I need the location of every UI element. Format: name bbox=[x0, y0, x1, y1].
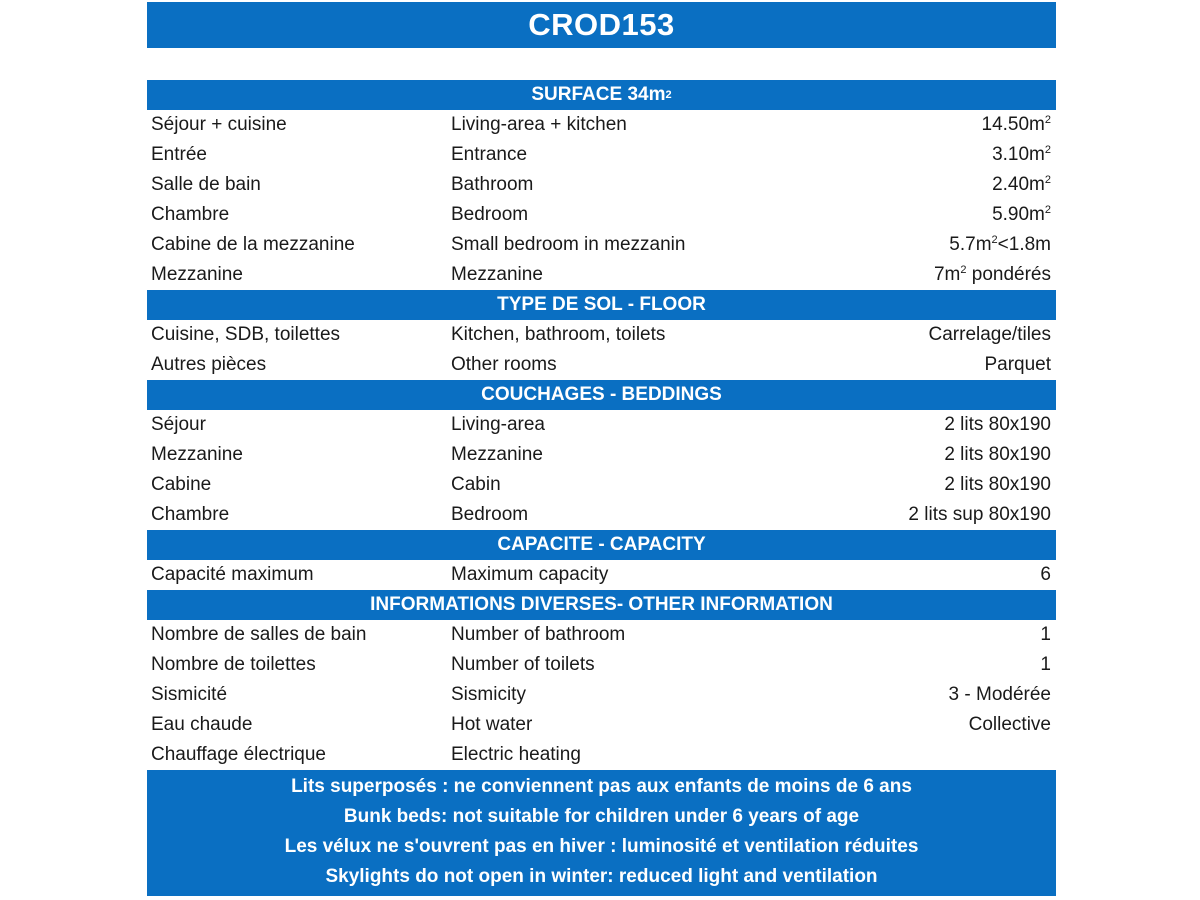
label-fr: Chambre bbox=[151, 204, 230, 225]
label-fr: Cuisine, SDB, toilettes bbox=[151, 324, 341, 345]
section-surface bbox=[147, 80, 1056, 290]
label-fr: Sismicité bbox=[151, 684, 228, 705]
label-fr: Nombre de salles de bain bbox=[151, 624, 367, 645]
row-value: Parquet bbox=[984, 354, 1051, 375]
section-beddings bbox=[147, 380, 1056, 530]
footer-note: Skylights do not open in winter: reduced light and ventilation bbox=[325, 866, 878, 887]
footer-note: Les vélux ne s'ouvrent pas en hiver : luminosité et ventilation réduites bbox=[284, 836, 919, 857]
table-row bbox=[147, 110, 1056, 140]
row-value: 3 - Modérée bbox=[948, 684, 1051, 705]
label-en: Number of bathroom bbox=[451, 624, 626, 645]
row-value: Carrelage/tiles bbox=[928, 324, 1051, 345]
section-header: INFORMATIONS DIVERSES- OTHER INFORMATION bbox=[147, 590, 1056, 620]
row-value: 1 bbox=[1040, 654, 1051, 675]
table-row bbox=[147, 500, 1056, 530]
label-fr: Séjour bbox=[151, 414, 206, 435]
section-capacity bbox=[147, 530, 1056, 590]
section-floor bbox=[147, 290, 1056, 380]
table-row bbox=[147, 740, 1056, 770]
label-en: Small bedroom in mezzanin bbox=[451, 234, 686, 255]
table-row bbox=[147, 140, 1056, 170]
label-fr: Chambre bbox=[151, 504, 230, 525]
row-value: 2 lits 80x190 bbox=[944, 444, 1051, 465]
label-fr: Autres pièces bbox=[151, 354, 267, 375]
section-header: COUCHAGES - BEDDINGS bbox=[147, 380, 1056, 410]
label-fr: Eau chaude bbox=[151, 714, 253, 735]
table-row bbox=[147, 560, 1056, 590]
label-en: Entrance bbox=[451, 144, 528, 165]
label-fr: Chauffage électrique bbox=[151, 744, 326, 765]
row-value: 2 lits 80x190 bbox=[944, 414, 1051, 435]
label-fr: Capacité maximum bbox=[151, 564, 314, 585]
row-value: $2.40m^2$ bbox=[992, 174, 1051, 195]
label-en: Living-area + kitchen bbox=[451, 114, 627, 135]
label-en: Mezzanine bbox=[451, 444, 543, 465]
label-fr: Séjour + cuisine bbox=[151, 114, 287, 135]
label-en: Other rooms bbox=[451, 354, 557, 375]
table-row bbox=[147, 680, 1056, 710]
label-en: Bathroom bbox=[451, 174, 534, 195]
table-row bbox=[147, 320, 1056, 350]
footer-note: Bunk beds: not suitable for children under 6 years of age bbox=[343, 806, 860, 827]
label-en: Bedroom bbox=[451, 204, 529, 225]
label-en: Mezzanine bbox=[451, 264, 543, 285]
label-fr: Salle de bain bbox=[151, 174, 261, 195]
label-en: Bedroom bbox=[451, 504, 529, 525]
label-fr: Entrée bbox=[151, 144, 207, 165]
label-en: Kitchen, bathroom, toilets bbox=[451, 324, 666, 345]
table-row bbox=[147, 650, 1056, 680]
label-fr: Nombre de toilettes bbox=[151, 654, 316, 675]
section-header: TYPE DE SOL - FLOOR bbox=[147, 290, 1056, 320]
property-title: CROD153 bbox=[147, 2, 1056, 48]
label-en: Sismicity bbox=[451, 684, 526, 705]
table-row bbox=[147, 170, 1056, 200]
property-table bbox=[147, 80, 1056, 896]
table-row bbox=[147, 260, 1056, 290]
footer-note: Lits superposés : ne conviennent pas aux enfants de moins de 6 ans bbox=[291, 776, 912, 797]
table-row bbox=[147, 710, 1056, 740]
row-value: $14.50m^2$ bbox=[981, 114, 1051, 135]
section-other-information bbox=[147, 590, 1056, 770]
table-row bbox=[147, 410, 1056, 440]
label-en: Living-area bbox=[451, 414, 545, 435]
row-value: $7m^2$ pondérés bbox=[933, 264, 1051, 285]
row-value: $3.10m^2$ bbox=[992, 144, 1051, 165]
row-value: $5.90m^2$ bbox=[992, 204, 1051, 225]
label-fr: Mezzanine bbox=[151, 444, 243, 465]
footer-notes bbox=[147, 770, 1056, 896]
label-fr: Cabine de la mezzanine bbox=[151, 234, 355, 255]
section-header: CAPACITE - CAPACITY bbox=[147, 530, 1056, 560]
row-value: 6 bbox=[1040, 564, 1051, 585]
label-en: Cabin bbox=[451, 474, 501, 495]
label-fr: Mezzanine bbox=[151, 264, 243, 285]
row-value: Collective bbox=[968, 714, 1051, 735]
row-value: 2 lits sup 80x190 bbox=[908, 504, 1051, 525]
table-row bbox=[147, 230, 1056, 260]
label-en: Electric heating bbox=[451, 744, 581, 765]
table-row bbox=[147, 470, 1056, 500]
row-value: $5.7m^2<1.8m$ bbox=[949, 234, 1051, 255]
label-en: Hot water bbox=[451, 714, 533, 735]
table-row bbox=[147, 200, 1056, 230]
table-row bbox=[147, 620, 1056, 650]
row-value: 2 lits 80x190 bbox=[944, 474, 1051, 495]
section-header: SURFACE 34m 2 bbox=[147, 80, 1056, 110]
label-en: Number of toilets bbox=[451, 654, 595, 675]
label-en: Maximum capacity bbox=[451, 564, 609, 585]
row-value: 1 bbox=[1040, 624, 1051, 645]
label-fr: Cabine bbox=[151, 474, 212, 495]
table-row bbox=[147, 440, 1056, 470]
table-row bbox=[147, 350, 1056, 380]
